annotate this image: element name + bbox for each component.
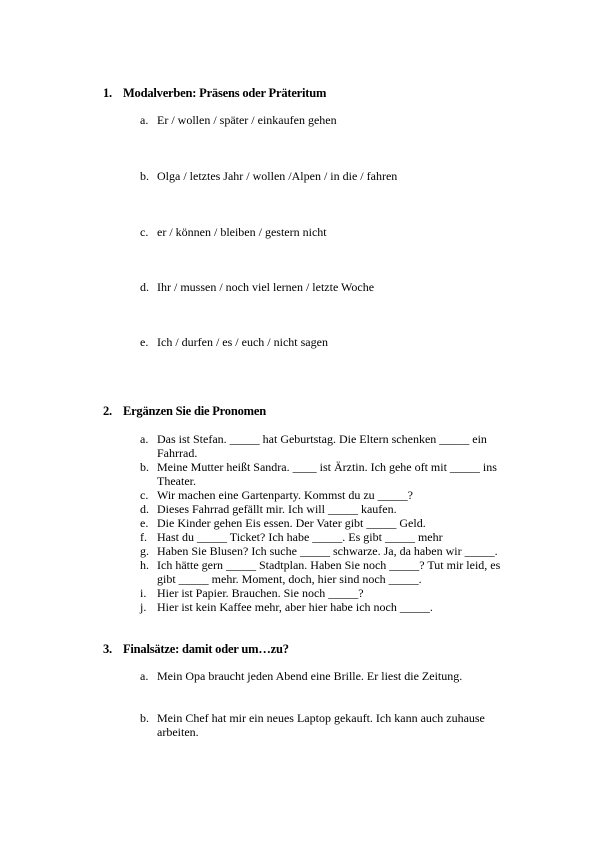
item-text: Hier ist kein Kaffee mehr, aber hier habe ich noch _____. xyxy=(157,600,433,614)
item-letter: b. xyxy=(140,460,149,474)
item-letter: d. xyxy=(140,502,149,516)
item-text: Haben Sie Blusen? Ich suche _____ schwarze. Ja, da haben wir _____. xyxy=(157,544,498,558)
item-text: Das ist Stefan. _____ hat Geburtstag. Die Eltern schenken _____ ein Fahrrad. xyxy=(157,432,487,460)
item-text: Hast du _____ Ticket? Ich habe _____. Es gibt _____ mehr xyxy=(157,530,443,544)
item-text: Mein Opa braucht jeden Abend eine Brille. Er liest die Zeitung. xyxy=(157,669,463,683)
item-text: Wir machen eine Gartenparty. Kommst du zu _____? xyxy=(157,488,413,502)
exercise-item xyxy=(140,280,510,294)
item-letter: e. xyxy=(140,335,149,349)
exercise-item xyxy=(140,558,510,586)
item-letter: c. xyxy=(140,225,149,239)
exercise-item xyxy=(140,669,510,683)
item-text: Meine Mutter heißt Sandra. ____ ist Ärztin. Ich gehe oft mit _____ ins Theater. xyxy=(157,460,497,488)
item-letter: d. xyxy=(140,280,149,294)
item-letter: a. xyxy=(140,669,149,683)
exercise-item xyxy=(140,600,510,614)
exercise-item xyxy=(140,169,510,183)
item-letter: h. xyxy=(140,558,149,572)
exercise-item xyxy=(140,335,510,349)
exercise-item xyxy=(140,530,510,544)
item-letter: i. xyxy=(140,586,147,600)
item-text: Ihr / mussen / noch viel lernen / letzte Woche xyxy=(157,280,375,294)
item-text: Die Kinder gehen Eis essen. Der Vater gibt _____ Geld. xyxy=(157,516,426,530)
item-letter: b. xyxy=(140,711,149,725)
section-3-title xyxy=(103,642,289,657)
item-text: Olga / letztes Jahr / wollen /Alpen / in die / fahren xyxy=(157,169,398,183)
item-letter: a. xyxy=(140,432,149,446)
exercise-item xyxy=(140,516,510,530)
item-letter: g. xyxy=(140,544,149,558)
section-heading: Modalverben: Präsens oder Präteritum xyxy=(122,86,327,100)
item-letter: a. xyxy=(140,113,149,127)
section-number: 2. xyxy=(103,404,112,418)
exercise-item xyxy=(140,544,510,558)
item-text: Mein Chef hat mir ein neues Laptop gekauft. Ich kann auch zuhause arbeiten. xyxy=(157,711,485,739)
section-2-title xyxy=(103,404,266,419)
item-text: Dieses Fahrrad gefällt mir. Ich will _____ kaufen. xyxy=(157,502,397,516)
exercise-item xyxy=(140,586,510,600)
exercise-item xyxy=(140,432,510,460)
item-letter: c. xyxy=(140,488,149,502)
item-text: er / können / bleiben / gestern nicht xyxy=(157,225,327,239)
item-letter: b. xyxy=(140,169,149,183)
section-1-title xyxy=(103,86,326,101)
exercise-item xyxy=(140,711,510,739)
exercise-item xyxy=(140,113,510,127)
section-number: 1. xyxy=(103,86,112,100)
item-text: Ich / durfen / es / euch / nicht sagen xyxy=(157,335,328,349)
item-letter: e. xyxy=(140,516,149,530)
exercise-item xyxy=(140,225,510,239)
item-text: Er / wollen / später / einkaufen gehen xyxy=(157,113,337,127)
section-heading: Ergänzen Sie die Pronomen xyxy=(122,404,266,418)
exercise-item xyxy=(140,488,510,502)
item-letter: j. xyxy=(140,600,147,614)
item-text: Ich hätte gern _____ Stadtplan. Haben Sie noch _____? Tut mir leid, es gibt _____ mehr. Moment, doch, hier sind noch _____. xyxy=(157,558,501,586)
section-number: 3. xyxy=(103,642,112,656)
section-heading: Finalsätze: damit oder um…zu? xyxy=(122,642,289,656)
exercise-item xyxy=(140,502,510,516)
item-text: Hier ist Papier. Brauchen. Sie noch _____? xyxy=(157,586,364,600)
exercise-item xyxy=(140,460,510,488)
item-letter: f. xyxy=(140,530,147,544)
